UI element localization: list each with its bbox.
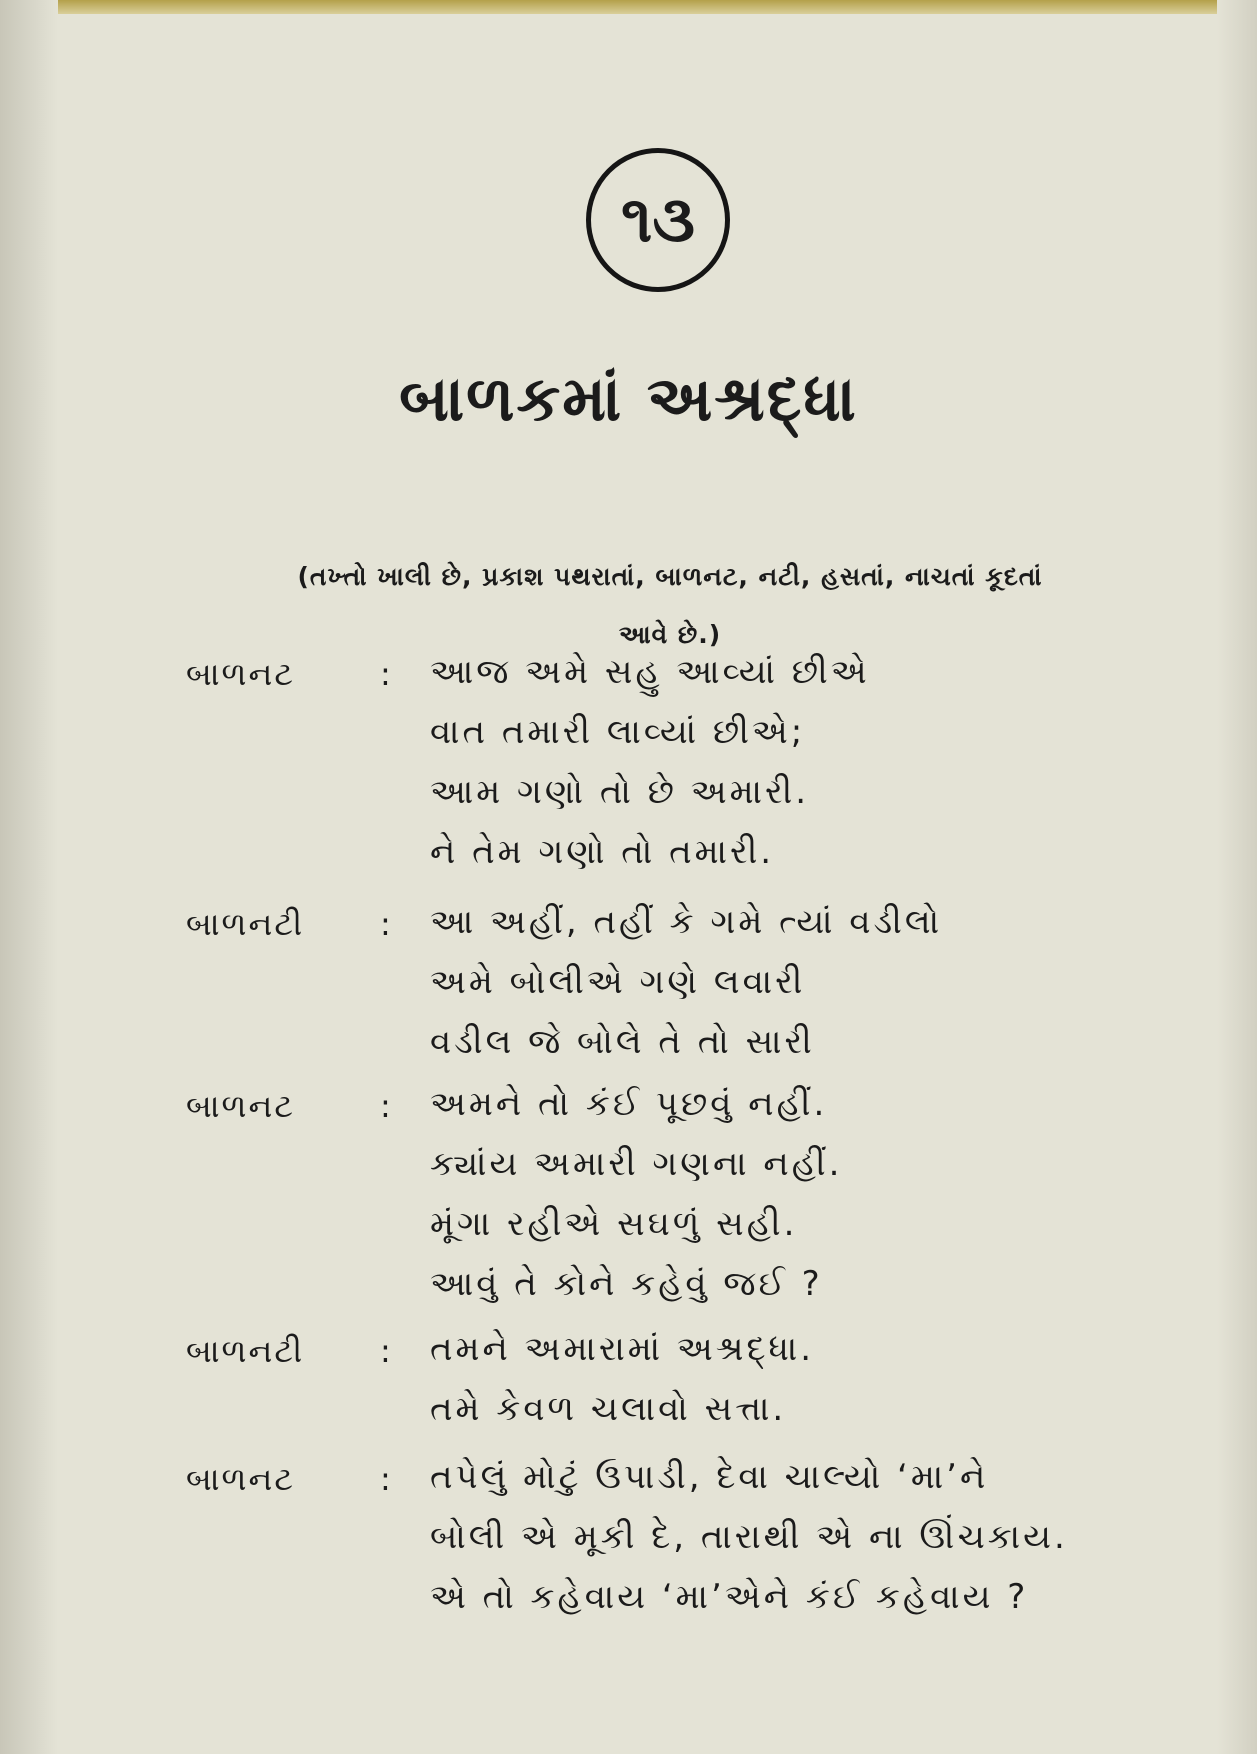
speaker-name: બાળનટી (186, 905, 305, 943)
verse-line: અમે બોલીએ ગણે લવારી (430, 962, 806, 1002)
chapter-title: બાળકમાં અશ્રદ્ધા (399, 362, 858, 435)
speaker-name: બાળનટ (186, 1087, 295, 1125)
speaker-separator: : (380, 1332, 391, 1370)
verse-line: બોલી એ મૂકી દે, તારાથી એ ના ઊંચકાય. (430, 1517, 1068, 1557)
verse-line: આ અહીં, તહીં કે ગમે ત્યાં વડીલો (430, 902, 943, 942)
verse-line: એ તો કહેવાય ‘મા’એને કંઈ કહેવાય ? (430, 1577, 1029, 1617)
verse-line: મૂંગા રહીએ સઘળું સહી. (430, 1204, 798, 1244)
stage-direction-line: આવે છે.) (618, 620, 722, 649)
verse-line: આજ અમે સહુ આવ્યાં છીએ (430, 652, 870, 692)
stage-direction-line: (તખ્તો ખાલી છે, પ્રકાશ પથરાતાં, બાળનટ, નટી, હસતાં, નાચતાં કૂદતાં (297, 562, 1043, 591)
verse-line: તમે કેવળ ચલાવો સત્તા. (430, 1389, 787, 1429)
speaker-separator: : (380, 905, 391, 943)
verse-line: વડીલ જે બોલે તે તો સારી (430, 1022, 815, 1062)
speaker-separator: : (380, 1087, 391, 1125)
verse-line: તમને અમારામાં અશ્રદ્ધા. (430, 1329, 815, 1369)
verse-line: આમ ગણો તો છે અમારી. (430, 772, 810, 812)
speaker-name: બાળનટ (186, 655, 295, 693)
verse-line: અમને તો કંઈ પૂછવું નહીં. (430, 1084, 828, 1124)
verse-line: તપેલું મોટું ઉપાડી, દેવા ચાલ્યો ‘મા’ને (430, 1457, 989, 1497)
chapter-number-badge (586, 148, 730, 292)
verse-line: ને તેમ ગણો તો તમારી. (430, 832, 775, 872)
speaker-name: બાળનટી (186, 1332, 305, 1370)
chapter-number: ૧૩ (621, 183, 695, 257)
verse-line: વાત તમારી લાવ્યાં છીએ; (430, 712, 806, 752)
speaker-separator: : (380, 655, 391, 693)
verse-line: આવું તે કોને કહેવું જઈ ? (430, 1264, 823, 1304)
stage-direction (210, 548, 1130, 664)
speaker-name: બાળનટ (186, 1460, 295, 1498)
speaker-separator: : (380, 1460, 391, 1498)
verse-line: ક્યાંય અમારી ગણના નહીં. (430, 1144, 843, 1184)
